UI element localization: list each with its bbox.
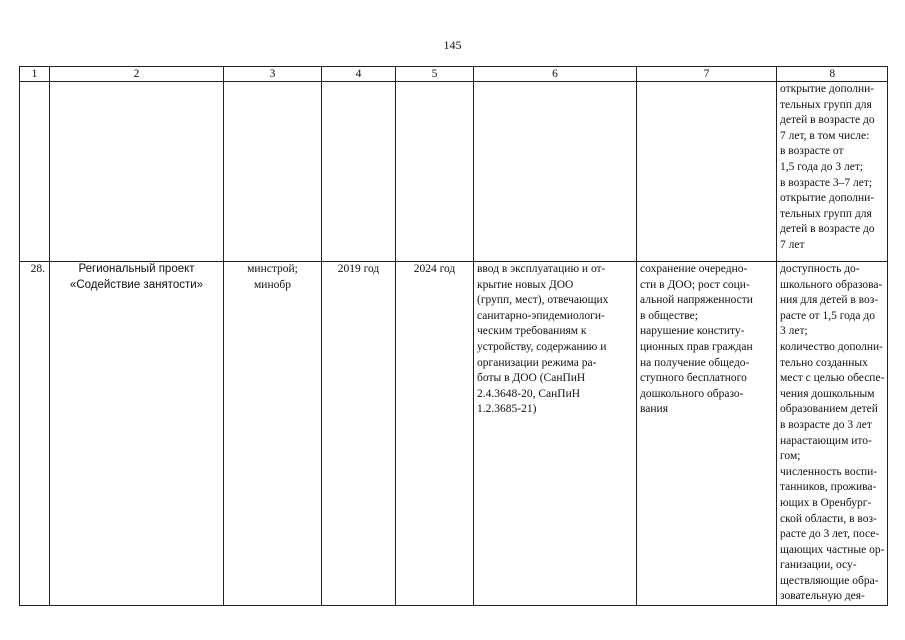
text-line: чения дошкольным: [780, 387, 875, 400]
text-line: санитарно-эпидемиологи-: [477, 309, 605, 322]
table-cell: [322, 82, 396, 262]
text-line: зовательную дея-: [780, 590, 865, 603]
text-line: сохранение очередно-: [640, 263, 748, 275]
text-line: боты в ДОО (СанПиН: [477, 372, 586, 385]
text-line: минстрой;: [247, 263, 298, 275]
page-number: 145: [443, 38, 462, 52]
result-cell: [474, 262, 637, 606]
header-row: [20, 67, 888, 82]
text-line: 3 лет;: [780, 325, 808, 338]
text-line: численность воспи-: [780, 465, 878, 478]
table-cell: [474, 82, 637, 262]
text-line: минобр: [254, 278, 291, 291]
text-line: ческим требованиям к: [477, 325, 587, 338]
text-line: количество дополни-: [780, 340, 884, 353]
text-line: щающих частные ор-: [780, 543, 885, 556]
text-line: ской области, в воз-: [780, 512, 877, 525]
text-line: нарушение конститу-: [640, 325, 745, 338]
table-cell: [50, 82, 224, 262]
table-cell: [20, 82, 50, 262]
table-cell: [637, 82, 777, 262]
text-line: нарастающим ито-: [780, 434, 872, 447]
text-line: детей в возрасте до: [780, 114, 875, 127]
text-line: ганизации, осу-: [780, 559, 857, 572]
text-line: Региональный проект: [78, 263, 195, 275]
table-cell: [224, 82, 322, 262]
text-line: крытие новых ДОО: [477, 278, 574, 291]
text-line: тельных групп для: [780, 98, 872, 111]
text-line: 1.2.3685-21): [477, 403, 537, 416]
header-cell: 7: [637, 67, 777, 82]
text-line: на получение общедо-: [640, 356, 750, 369]
text-line: организации режима ра-: [477, 356, 597, 369]
text-line: образованием детей: [780, 403, 878, 416]
text-line: дошкольного образо-: [640, 387, 744, 400]
text-line: ния для детей в воз-: [780, 294, 879, 307]
project-cell: [50, 262, 224, 606]
text-line: «Содействие занятости»: [69, 278, 204, 291]
text-line: открытие дополни-: [780, 192, 875, 205]
text-line: 7 лет, в том числе:: [780, 129, 870, 142]
text-line: тельных групп для: [780, 207, 872, 220]
table-cell: [396, 82, 474, 262]
responsible-cell: [224, 262, 322, 606]
header-cell: 1: [20, 67, 50, 82]
text-line: устройству, содержанию и: [477, 340, 607, 353]
header-cell: 8: [777, 67, 888, 82]
header-cell: 3: [224, 67, 322, 82]
text-line: школьного образова-: [780, 278, 883, 291]
table-row: [20, 262, 888, 606]
row-number: 28.: [20, 262, 50, 606]
text-line: ющих в Оренбург-: [780, 496, 872, 509]
text-line: вания: [640, 403, 668, 416]
text-line: 2.4.3648-20, СанПиН: [477, 387, 581, 400]
text-line: сти в ДОО; рост соци-: [640, 278, 750, 291]
start-year-cell: 2019 год: [322, 262, 396, 606]
text-line: альной напряженности: [640, 294, 753, 307]
header-cell: 4: [322, 67, 396, 82]
text-line: открытие дополни-: [780, 83, 875, 95]
end-year-cell: 2024 год: [396, 262, 474, 606]
text-line: танников, прожива-: [780, 481, 877, 494]
header-cell: 5: [396, 67, 474, 82]
text-line: доступность до-: [780, 263, 860, 275]
text-line: ционных прав граждан: [640, 340, 753, 353]
indicators-cell: [777, 82, 888, 262]
text-line: ввод в эксплуатацию и от-: [477, 263, 606, 275]
text-line: в возрасте от: [780, 145, 844, 158]
text-line: расте до 3 лет, посе-: [780, 528, 880, 541]
text-line: тельно созданных: [780, 356, 868, 369]
indicators-cell: [777, 262, 888, 606]
text-line: 7 лет: [780, 238, 805, 251]
text-line: (групп, мест), отвечающих: [477, 294, 609, 307]
consequences-cell: [637, 262, 777, 606]
text-line: детей в возрасте до: [780, 223, 875, 236]
text-line: в возрасте 3–7 лет;: [780, 176, 873, 189]
header-cell: 6: [474, 67, 637, 82]
text-line: в обществе;: [640, 309, 698, 322]
continuation-row: [20, 82, 888, 262]
text-line: 1,5 года до 3 лет;: [780, 160, 864, 173]
text-line: мест с целью обеспе-: [780, 372, 885, 385]
text-line: расте от 1,5 года до: [780, 309, 875, 322]
text-line: ществляющие обра-: [780, 574, 879, 587]
text-line: в возрасте до 3 лет: [780, 418, 872, 431]
text-line: ступного бесплатного: [640, 372, 747, 385]
measures-table: [19, 66, 888, 606]
header-cell: 2: [50, 67, 224, 82]
text-line: гом;: [780, 450, 801, 463]
